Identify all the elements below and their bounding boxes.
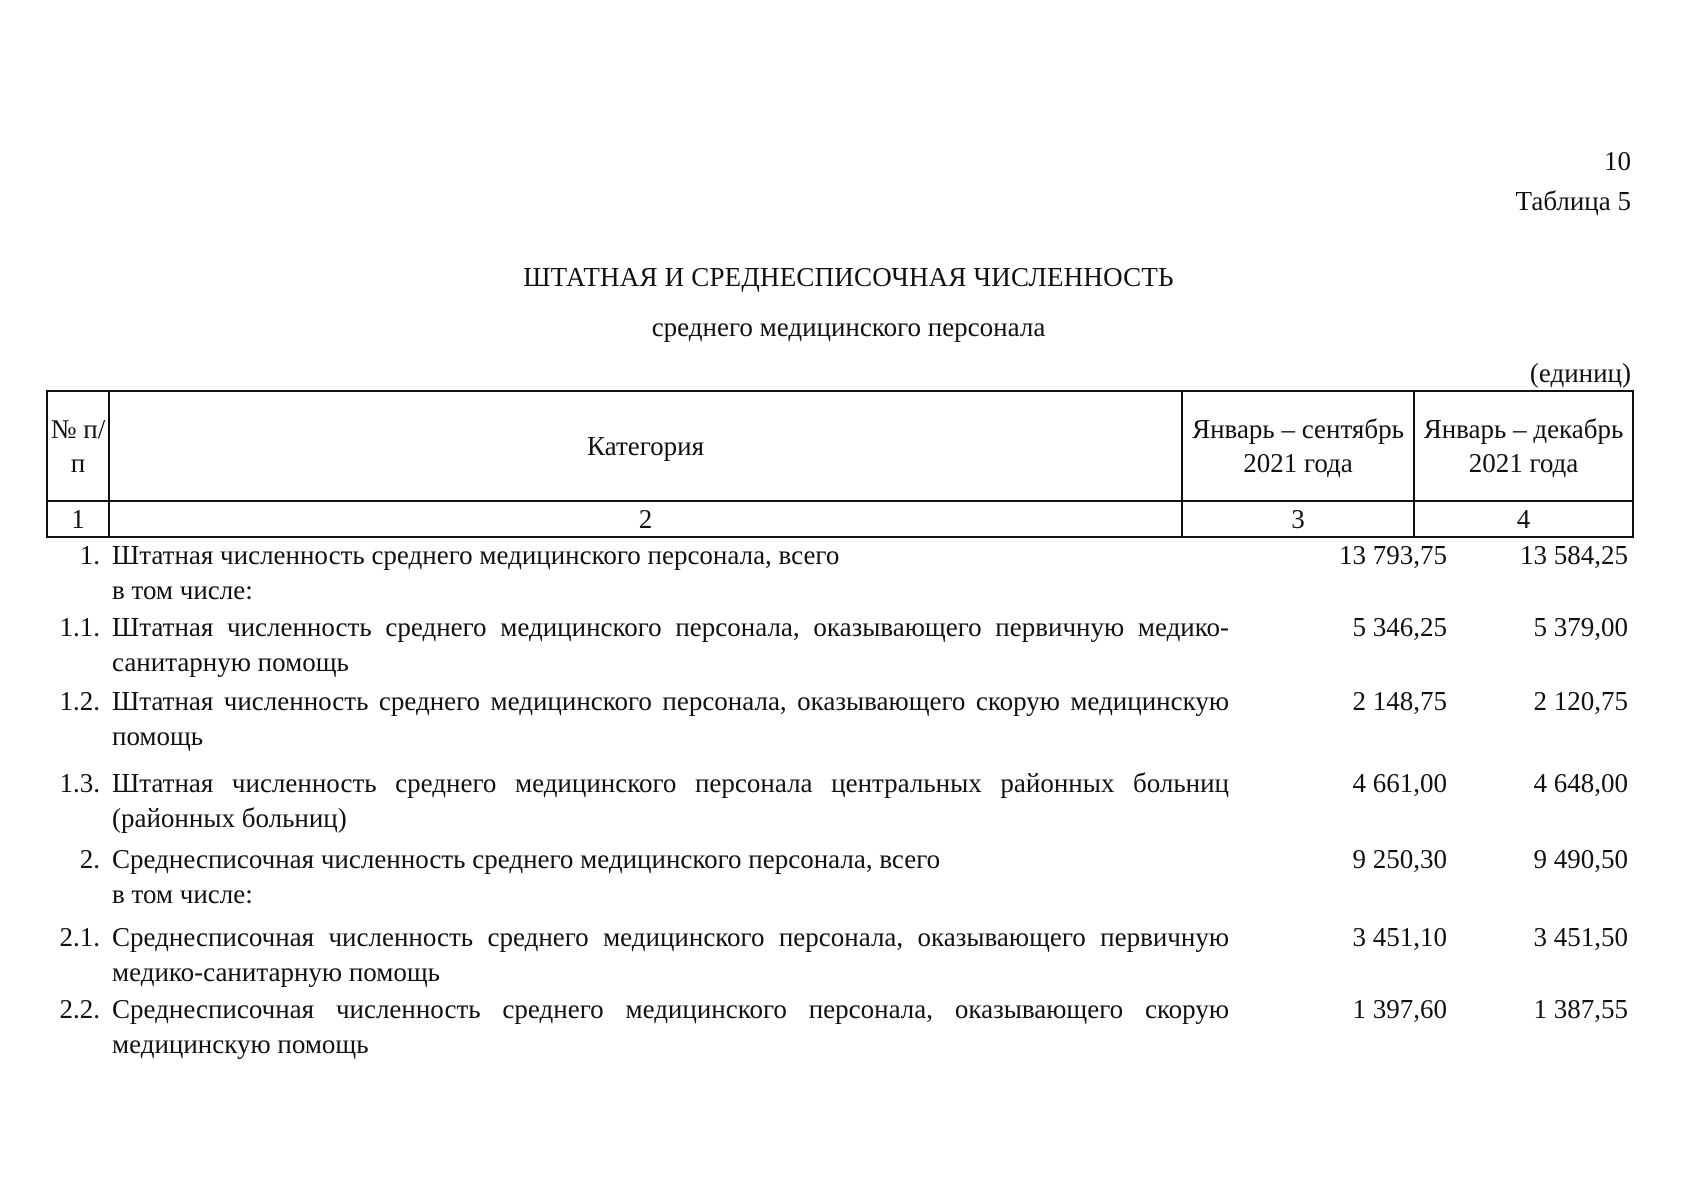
table-row [46, 920, 1632, 992]
row-value-jan-sep: 1 397,60 [1352, 994, 1447, 1024]
table-row [46, 842, 1632, 920]
header-num: № п/п [47, 391, 109, 501]
header-row [47, 391, 1633, 501]
column-number-row [47, 501, 1633, 537]
row-category [108, 842, 1233, 920]
row-value-jan-dec: 13 584,25 [1520, 540, 1628, 570]
table-row [46, 610, 1632, 684]
table-row [46, 684, 1632, 766]
row-number: 2.1. [59, 922, 100, 952]
column-number: 4 [1414, 501, 1633, 537]
row-category: Среднесписочная численность среднего медицинского персонала, оказывающего первичную медико-санитарную помощь [112, 922, 1229, 987]
header-col4: Январь – декабрь 2021 года [1414, 391, 1633, 501]
table-row [46, 538, 1632, 610]
row-value-jan-sep: 4 661,00 [1352, 768, 1447, 798]
table-label: Таблица 5 [1515, 186, 1631, 216]
row-category: Среднесписочная численность среднего медицинского персонала, оказывающего скорую медицинскую помощь [112, 994, 1229, 1059]
row-value-jan-dec: 9 490,50 [1533, 844, 1628, 874]
column-number: 1 [47, 501, 109, 537]
row-number: 1.2. [59, 686, 100, 716]
row-category [108, 538, 1233, 610]
row-category: Штатная численность среднего медицинского персонала центральных районных больниц (районных больниц) [112, 768, 1229, 833]
units-label: (единиц) [1529, 358, 1631, 388]
column-number: 2 [109, 501, 1182, 537]
row-number: 2. [79, 844, 100, 874]
page-number: 10 [1604, 146, 1631, 176]
column-number: 3 [1182, 501, 1414, 537]
row-value-jan-sep: 9 250,30 [1352, 844, 1447, 874]
row-value-jan-sep: 13 793,75 [1339, 540, 1447, 570]
row-number: 1.1. [59, 612, 100, 642]
row-subnote: в том числе: [112, 879, 253, 909]
row-number: 2.2. [59, 994, 100, 1024]
table-row [46, 766, 1632, 842]
document-subtitle: среднего медицинского персонала [651, 312, 1046, 342]
header-col3: Январь – сентябрь 2021 года [1182, 391, 1414, 501]
data-table [46, 538, 1632, 1064]
row-value-jan-dec: 3 451,50 [1533, 922, 1628, 952]
row-value-jan-dec: 1 387,55 [1533, 994, 1628, 1024]
row-category: Штатная численность среднего медицинского персонала, оказывающего первичную медико-санитарную помощь [112, 612, 1229, 677]
row-category-text: Среднесписочная численность среднего медицинского персонала, всего [112, 844, 941, 874]
row-number: 1.3. [59, 768, 100, 798]
row-value-jan-sep: 5 346,25 [1352, 612, 1447, 642]
row-category: Штатная численность среднего медицинского персонала, оказывающего скорую медицинскую помощь [112, 686, 1229, 751]
table-header [46, 390, 1634, 538]
row-value-jan-dec: 2 120,75 [1533, 686, 1628, 716]
row-number: 1. [79, 540, 100, 570]
row-value-jan-dec: 5 379,00 [1533, 612, 1628, 642]
row-subnote: в том числе: [112, 575, 253, 605]
row-value-jan-dec: 4 648,00 [1533, 768, 1628, 798]
row-value-jan-sep: 3 451,10 [1352, 922, 1447, 952]
header-category: Категория [109, 391, 1182, 501]
row-value-jan-sep: 2 148,75 [1352, 686, 1447, 716]
table-row [46, 992, 1632, 1064]
row-category-text: Штатная численность среднего медицинского персонала, всего [112, 540, 840, 570]
document-title: ШТАТНАЯ И СРЕДНЕСПИСОЧНАЯ ЧИСЛЕННОСТЬ [523, 262, 1174, 292]
